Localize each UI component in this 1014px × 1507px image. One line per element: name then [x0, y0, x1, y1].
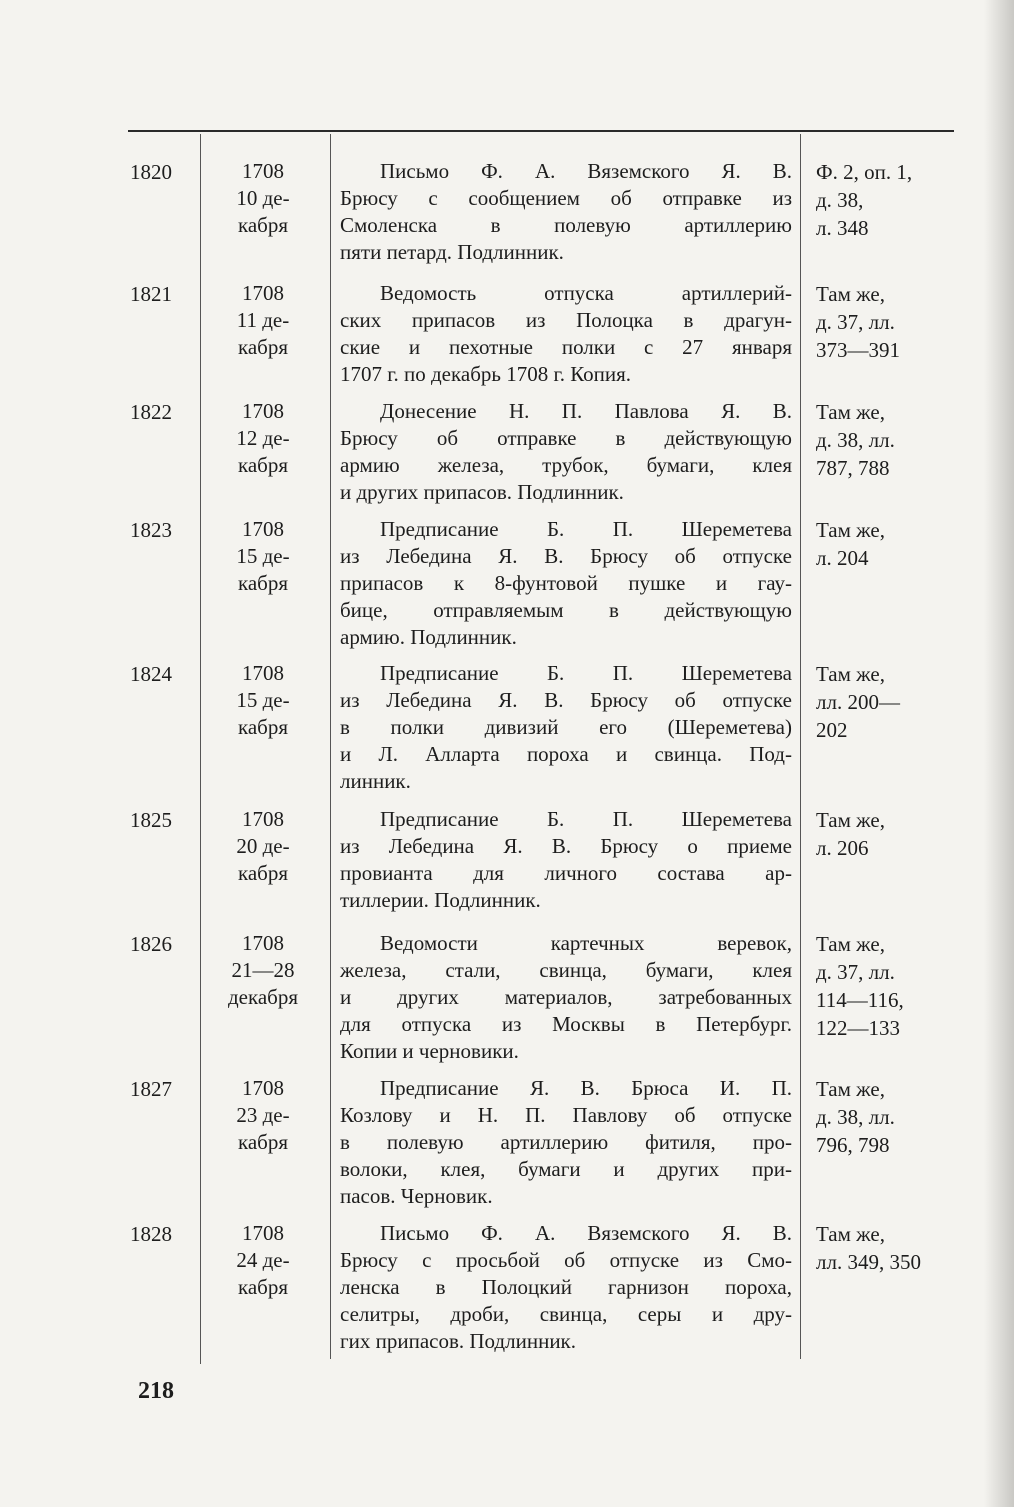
entry-description-line: бице, отправляемым в действующую: [340, 598, 792, 622]
entry-archive-reference: [816, 398, 966, 482]
entry-archive-reference: [816, 516, 966, 572]
entry-description-line: из Лебедина Я. В. Брюсу об отпуске: [340, 688, 792, 712]
entry-description: [340, 280, 792, 388]
entry-description-line: Донесение Н. П. Павлова Я. В.: [380, 399, 792, 423]
entry-reference-line: д. 38, лл.: [816, 1105, 895, 1129]
entry-description-line: для отпуска из Москвы в Петербург.: [340, 1012, 792, 1036]
page-number: 218: [138, 1378, 174, 1404]
entry-archive-reference: [816, 1220, 966, 1276]
entry-date: [204, 806, 322, 887]
entry-description-line: и других материалов, затребованных: [340, 985, 792, 1009]
entry-date-line: 15 де-: [236, 688, 290, 712]
entry-description: [340, 660, 792, 795]
entry-reference-line: Там же,: [816, 518, 885, 542]
entry-reference-line: д. 38, лл.: [816, 428, 895, 452]
entry-date: [204, 516, 322, 597]
entry-date-line: кабря: [237, 453, 289, 477]
entry-reference-line: д. 37, лл.: [816, 310, 895, 334]
entry-description-line: из Лебедина Я. В. Брюсу о приеме: [340, 834, 792, 858]
entry-number: 1824: [130, 662, 172, 686]
entry-reference-line: Там же,: [816, 662, 885, 686]
entry-description-line: в полки дивизий его (Шереметева): [340, 715, 792, 739]
entry-date-line: 1708: [242, 517, 284, 541]
entry-archive-reference: [816, 280, 966, 364]
entry-reference-line: л. 204: [816, 546, 869, 570]
entry-date: [204, 660, 322, 741]
entry-description-line: пяти петард. Подлинник.: [340, 240, 564, 264]
entry-date: [204, 158, 322, 239]
column-divider-text: [800, 134, 801, 1359]
entry-date-line: 1708: [242, 807, 284, 831]
column-divider-date: [330, 134, 331, 1359]
entry-reference-line: лл. 349, 350: [816, 1250, 921, 1274]
entry-archive-reference: [816, 1075, 966, 1159]
page-edge-shadow: [984, 0, 1014, 1507]
entry-number: 1822: [130, 400, 172, 424]
entry-description-line: и других припасов. Подлинник.: [340, 480, 624, 504]
entry-description-line: Копии и черновики.: [340, 1039, 519, 1063]
entry-reference-line: Ф. 2, оп. 1,: [816, 160, 913, 184]
entry-reference-line: лл. 200—: [816, 690, 900, 714]
entry-reference-line: Там же,: [816, 932, 885, 956]
entry-description-line: Предписание Б. П. Шереметева: [380, 517, 792, 541]
entry-description-line: в полевую артиллерию фитиля, про-: [340, 1130, 792, 1154]
entry-description-line: из Лебедина Я. В. Брюсу об отпуске: [340, 544, 792, 568]
entry-description: [340, 1075, 792, 1210]
entry-number: 1820: [130, 160, 172, 184]
entry-description-line: Брюсу с сообщением об отправке из: [340, 186, 792, 210]
entry-date-line: 21—28: [231, 958, 295, 982]
entry-date-line: 1708: [242, 1221, 284, 1245]
entry-description-line: провианта для личного состава ар-: [340, 861, 792, 885]
entry-reference-line: Там же,: [816, 282, 885, 306]
entry-description-line: ские и пехотные полки с 27 января: [340, 335, 792, 359]
entry-number: 1826: [130, 932, 172, 956]
entry-number: 1821: [130, 282, 172, 306]
entry-date-line: кабря: [237, 861, 289, 885]
entry-date-line: 1708: [242, 399, 284, 423]
entry-date-line: кабря: [237, 571, 289, 595]
entry-description-line: 1707 г. по декабрь 1708 г. Копия.: [340, 362, 632, 386]
entry-date-line: 1708: [242, 281, 284, 305]
entry-reference-line: 373—391: [816, 338, 900, 362]
entry-reference-line: 796, 798: [816, 1133, 890, 1157]
entry-description-line: волоки, клея, бумаги и других при-: [340, 1157, 792, 1181]
entry-reference-line: Там же,: [816, 808, 885, 832]
entry-date-line: кабря: [237, 715, 289, 739]
entry-date: [204, 930, 322, 1011]
entry-description-line: ских припасов из Полоцка в драгун-: [340, 308, 792, 332]
entry-reference-line: д. 38,: [816, 188, 864, 212]
entry-description-line: железа, стали, свинца, бумаги, клея: [340, 958, 792, 982]
entry-date-line: 15 де-: [236, 544, 290, 568]
entry-archive-reference: [816, 660, 966, 744]
entry-description-line: и Л. Алларта пороха и свинца. Под-: [340, 742, 792, 766]
entry-description-line: тиллерии. Подлинник.: [340, 888, 541, 912]
entry-description-line: армию железа, трубок, бумаги, клея: [340, 453, 792, 477]
entry-description-line: Письмо Ф. А. Вяземского Я. В.: [380, 159, 792, 183]
entry-reference-line: д. 37, лл.: [816, 960, 895, 984]
entry-reference-line: Там же,: [816, 1222, 885, 1246]
entry-reference-line: 114—116,: [816, 988, 904, 1012]
entry-description-line: Ведомости картечных веревок,: [380, 931, 792, 955]
entry-description: [340, 516, 792, 651]
entry-reference-line: 122—133: [816, 1016, 900, 1040]
entry-date-line: 20 де-: [236, 834, 290, 858]
entry-number: 1828: [130, 1222, 172, 1246]
entry-archive-reference: [816, 158, 966, 242]
entry-date-line: 12 де-: [236, 426, 290, 450]
entry-reference-line: л. 348: [816, 216, 869, 240]
entry-description-line: Брюсу об отправке в действующую: [340, 426, 792, 450]
entry-reference-line: 202: [816, 718, 848, 742]
entry-reference-line: Там же,: [816, 400, 885, 424]
entry-description-line: гих припасов. Подлинник.: [340, 1329, 577, 1353]
entry-date-line: 11 де-: [236, 308, 290, 332]
entry-date: [204, 1220, 322, 1301]
entry-date-line: 10 де-: [236, 186, 290, 210]
entry-description-line: Предписание Б. П. Шереметева: [380, 807, 792, 831]
entry-date-line: кабря: [237, 213, 289, 237]
entry-date-line: 1708: [242, 931, 284, 955]
entry-description: [340, 930, 792, 1065]
entry-description: [340, 398, 792, 506]
entry-reference-line: л. 206: [816, 836, 869, 860]
entry-archive-reference: [816, 806, 966, 862]
entry-date-line: 1708: [242, 661, 284, 685]
entry-description-line: ленска в Полоцкий гарнизон пороха,: [340, 1275, 792, 1299]
entry-number: 1823: [130, 518, 172, 542]
entry-description: [340, 1220, 792, 1355]
entry-archive-reference: [816, 930, 966, 1042]
entry-date: [204, 398, 322, 479]
column-divider-number: [200, 134, 201, 1364]
entry-description: [340, 158, 792, 266]
entry-description-line: Смоленска в полевую артиллерию: [340, 213, 792, 237]
entry-description-line: линник.: [340, 769, 411, 793]
entry-description-line: Письмо Ф. А. Вяземского Я. В.: [380, 1221, 792, 1245]
entry-date-line: 1708: [242, 159, 284, 183]
entry-description-line: Козлову и Н. П. Павлову об отпуске: [340, 1103, 792, 1127]
entry-description-line: Брюсу с просьбой об отпуске из Смо-: [340, 1248, 792, 1272]
table-top-rule: [128, 130, 954, 132]
entry-description: [340, 806, 792, 914]
entry-number: 1825: [130, 808, 172, 832]
entry-date-line: 24 де-: [236, 1248, 290, 1272]
entry-description-line: Ведомость отпуска артиллерий-: [380, 281, 792, 305]
entry-date: [204, 1075, 322, 1156]
entry-description-line: пасов. Черновик.: [340, 1184, 493, 1208]
entry-number: 1827: [130, 1077, 172, 1101]
entry-description-line: селитры, дроби, свинца, серы и дру-: [340, 1302, 792, 1326]
entry-description-line: Предписание Б. П. Шереметева: [380, 661, 792, 685]
entry-description-line: Предписание Я. В. Брюса И. П.: [380, 1076, 792, 1100]
entry-date-line: 23 де-: [236, 1103, 290, 1127]
entry-reference-line: 787, 788: [816, 456, 890, 480]
entry-date-line: кабря: [237, 1275, 289, 1299]
entry-date-line: 1708: [242, 1076, 284, 1100]
entry-date-line: декабря: [227, 985, 299, 1009]
entry-date-line: кабря: [237, 335, 289, 359]
entry-date-line: кабря: [237, 1130, 289, 1154]
entry-date: [204, 280, 322, 361]
entry-description-line: армию. Подлинник.: [340, 625, 517, 649]
entry-description-line: припасов к 8-фунтовой пушке и гау-: [340, 571, 792, 595]
entry-reference-line: Там же,: [816, 1077, 885, 1101]
